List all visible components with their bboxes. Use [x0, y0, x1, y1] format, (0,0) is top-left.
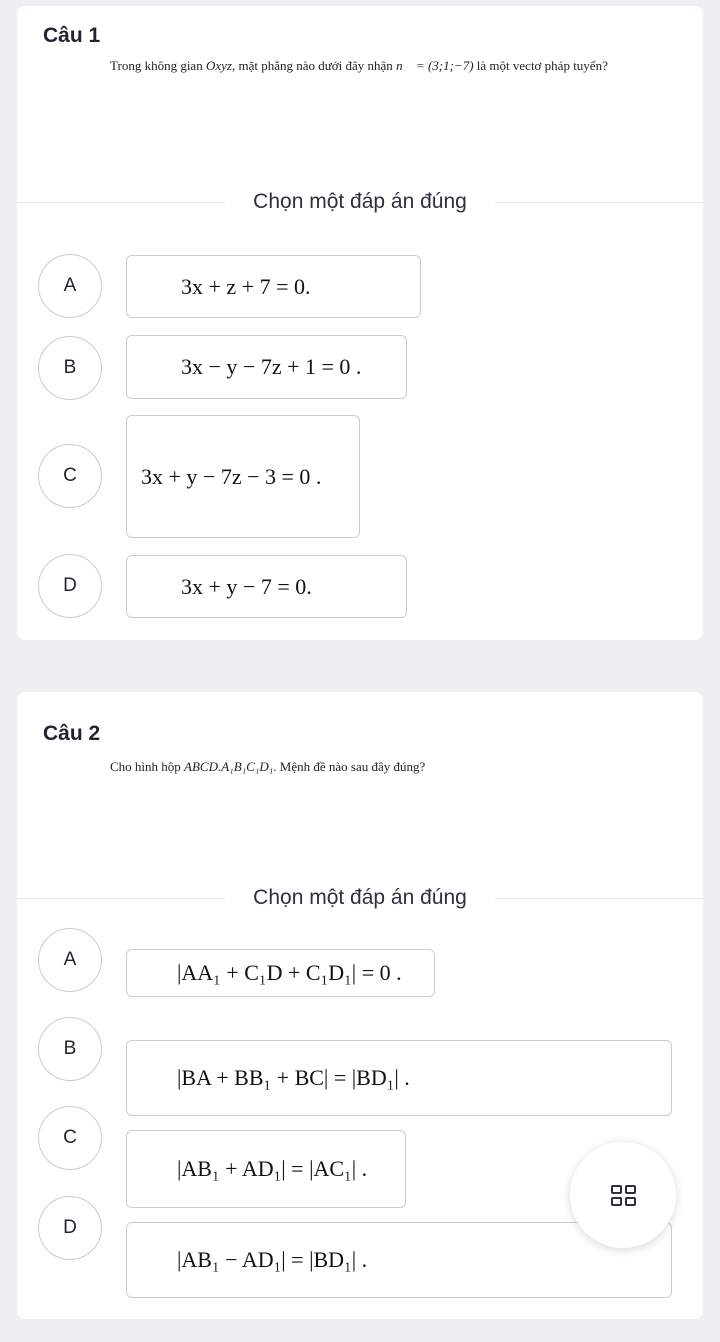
option-b[interactable] [126, 335, 407, 399]
option-b[interactable] [126, 1040, 672, 1116]
option-formula: 3x + y − 7z − 3 = 0 . [141, 463, 322, 489]
option-c[interactable] [126, 415, 360, 538]
option-a[interactable] [126, 949, 435, 997]
option-d[interactable] [126, 555, 407, 618]
question-title: Câu 1 [43, 24, 101, 47]
question-text [110, 52, 675, 79]
option-a-letter[interactable]: A [38, 254, 102, 318]
question-text-part: là một vectơ pháp tuyến? [473, 58, 608, 73]
option-formula: 3x + y − 7 = 0. [181, 573, 312, 599]
question-math: n⃗ = (3;1;−7) [396, 58, 474, 73]
question-text-part: , mặt phẳng nào dưới đây nhận [231, 58, 397, 73]
option-a-letter[interactable]: A [38, 928, 102, 992]
answer-prompt: Chọn một đáp án đúng [253, 886, 467, 909]
question-grid-button[interactable] [570, 1142, 676, 1248]
answer-prompt-divider [17, 188, 703, 216]
option-d-letter[interactable]: D [38, 1196, 102, 1260]
question-title: Câu 2 [43, 722, 101, 745]
question-text-part: Trong không gian [110, 58, 206, 73]
option-c-letter[interactable]: C [38, 1106, 102, 1170]
option-formula: |AB₁ − AD₁| = |BD₁| . [177, 1247, 368, 1272]
answer-prompt-divider [17, 884, 703, 912]
question-math: ABCD.A₁B₁C₁D₁ [184, 759, 274, 774]
option-d-letter[interactable]: D [38, 554, 102, 618]
option-formula: |BA + BB₁ + BC| = |BD₁| . [177, 1065, 410, 1090]
question-text-part: Cho hình hộp [110, 759, 185, 774]
question-card-1 [17, 6, 703, 640]
question-math: Oxyz [205, 58, 232, 73]
option-b-letter[interactable]: B [38, 336, 102, 400]
answer-prompt: Chọn một đáp án đúng [253, 190, 467, 213]
option-b-letter[interactable]: B [38, 1017, 102, 1081]
option-formula: |AB₁ + AD₁| = |AC₁| . [177, 1156, 368, 1181]
question-text-part: . Mệnh đề nào sau đây đúng? [273, 759, 426, 774]
option-c-letter[interactable]: C [38, 444, 102, 508]
option-a[interactable] [126, 255, 421, 318]
question-text [110, 753, 675, 780]
grid-icon [611, 1185, 636, 1206]
option-formula: 3x + z + 7 = 0. [181, 273, 311, 299]
option-formula: |AA₁ + C₁D + C₁D₁| = 0 . [177, 960, 402, 985]
option-c[interactable] [126, 1130, 406, 1208]
option-formula: 3x − y − 7z + 1 = 0 . [181, 354, 362, 379]
